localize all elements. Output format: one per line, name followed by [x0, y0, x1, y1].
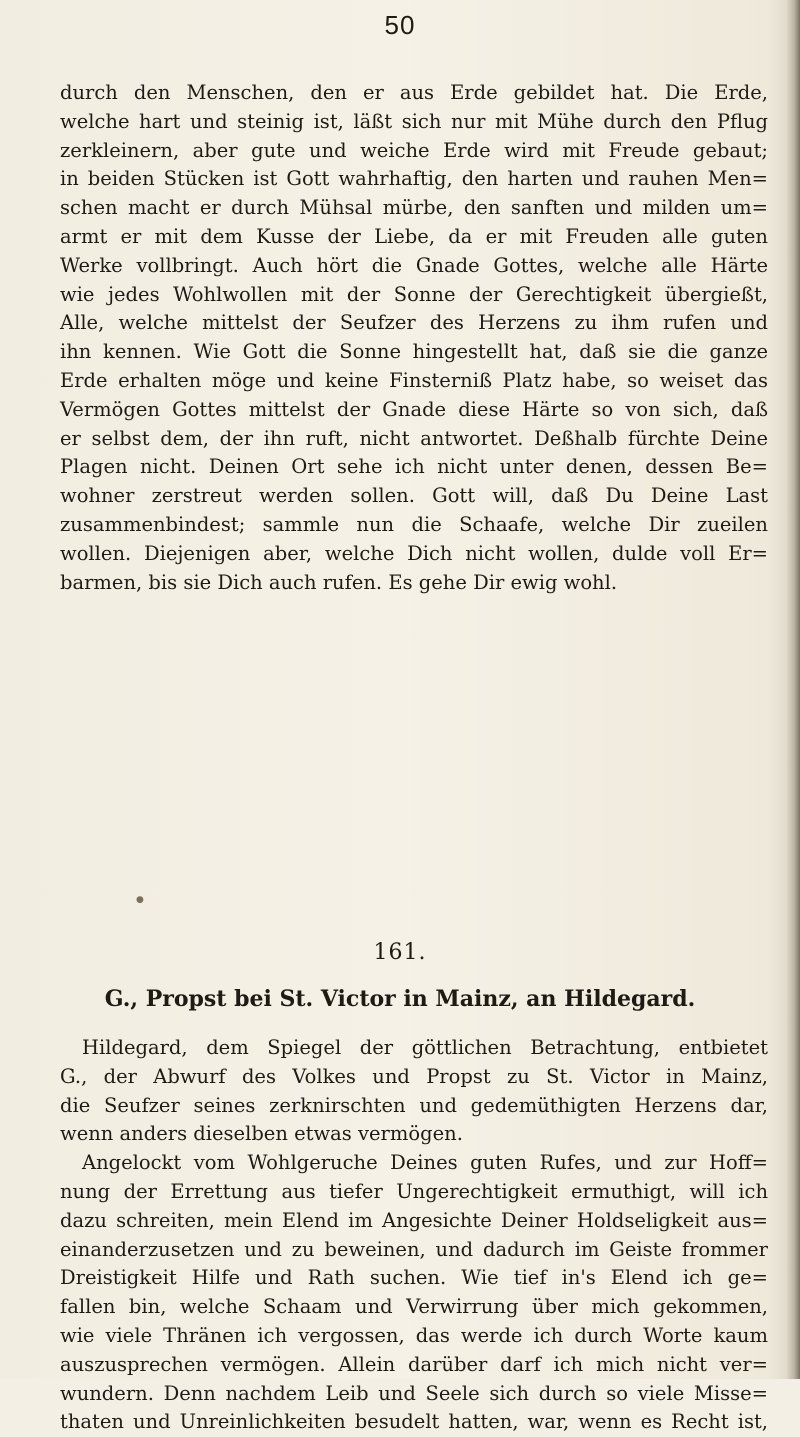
- text-line: Angelockt vom Wohlgeruche Deines guten Rufes, und zur Hoff=: [82, 1151, 768, 1175]
- text-line: welche hart und steinig ist, läßt sich nur mit Mühe durch den Pflug: [60, 109, 768, 133]
- text-line: wollen. Diejenigen aber, welche Dich nicht wollen, dulde voll Er=: [60, 541, 768, 565]
- text-line: G., der Abwurf des Volkes und Propst zu St. Victor in Mainz,: [60, 1064, 768, 1088]
- text-line: wie jedes Wohlwollen mit der Sonne der Gerechtigkeit übergießt,: [60, 282, 768, 306]
- text-line: Hildegard, dem Spiegel der göttlichen Betrachtung, entbietet: [82, 1036, 768, 1059]
- text-line: Plagen nicht. Deinen Ort sehe ich nicht unter denen, dessen Be=: [60, 455, 768, 479]
- text-line: Werke vollbringt. Auch hört die Gnade Gottes, welche alle Härte: [60, 253, 768, 277]
- text-line: einanderzusetzen und zu beweinen, und dadurch im Geiste frommer: [60, 1237, 768, 1261]
- text-line: dazu schreiten, mein Elend im Angesichte Deiner Holdseligkeit aus=: [60, 1208, 768, 1232]
- letter-body: [60, 1034, 768, 1437]
- text-line: in beiden Stücken ist Gott wahrhaftig, den harten und rauhen Men=: [60, 167, 768, 191]
- text-line: die Seufzer seines zerknirschten und gedemüthigten Herzens dar,: [60, 1093, 768, 1117]
- text-line: fallen bin, welche Schaam und Verwirrung über mich gekommen,: [60, 1295, 768, 1319]
- text-line: zusammenbindest; sammle nun die Schaafe, welche Dir zueilen: [60, 512, 768, 536]
- text-line: schen macht er durch Mühsal mürbe, den sanften und milden um=: [60, 196, 768, 220]
- text-line: durch den Menschen, den er aus Erde gebildet hat. Die Erde,: [60, 81, 768, 104]
- text-line: armt er mit dem Kusse der Liebe, da er mit Freuden alle guten: [60, 224, 768, 248]
- text-line: Alle, welche mittelst der Seufzer des Herzens zu ihm rufen und: [60, 311, 768, 335]
- page-number: 50: [384, 10, 416, 40]
- text-line: nung der Errettung aus tiefer Ungerechtigkeit ermuthigt, will ich: [60, 1179, 768, 1203]
- text-line: zerkleinern, aber gute und weiche Erde wird mit Freude gebaut;: [60, 138, 768, 162]
- section-title: G., Propst bei St. Victor in Mainz, an Hildegard.: [104, 986, 696, 1012]
- letter-body-continued: [60, 79, 768, 597]
- text-line: Vermögen Gottes mittelst der Gnade diese Härte so von sich, daß: [60, 397, 768, 421]
- print-speck: ●: [136, 895, 144, 905]
- text-line: Dreistigkeit Hilfe und Rath suchen. Wie tief in's Elend ich ge=: [60, 1266, 768, 1290]
- text-line: wundern. Denn nachdem Leib und Seele sich durch so viele Misse=: [60, 1381, 768, 1405]
- text-line: er selbst dem, der ihn ruft, nicht antwortet. Deßhalb fürchte Deine: [60, 426, 768, 450]
- text-line: thaten und Unreinlichkeiten besudelt hatten, war, wenn es Recht ist,: [60, 1410, 768, 1434]
- text-line: wenn anders dieselben etwas vermögen.: [60, 1122, 463, 1146]
- section-number: 161.: [373, 940, 427, 965]
- text-line: ihn kennen. Wie Gott die Sonne hingestellt hat, daß sie die ganze: [60, 340, 768, 364]
- text-line: wohner zerstreut werden sollen. Gott will, daß Du Deine Last: [60, 484, 768, 508]
- text-line: auszusprechen vermögen. Allein darüber darf ich mich nicht ver=: [60, 1352, 768, 1376]
- text-line: wie viele Thränen ich vergossen, das werde ich durch Worte kaum: [60, 1323, 768, 1347]
- text-line: barmen, bis sie Dich auch rufen. Es gehe Dir ewig wohl.: [60, 570, 618, 594]
- text-line: Erde erhalten möge und keine Finsterniß Platz habe, so weiset das: [60, 368, 768, 392]
- page-edge-shadow: [786, 0, 800, 1379]
